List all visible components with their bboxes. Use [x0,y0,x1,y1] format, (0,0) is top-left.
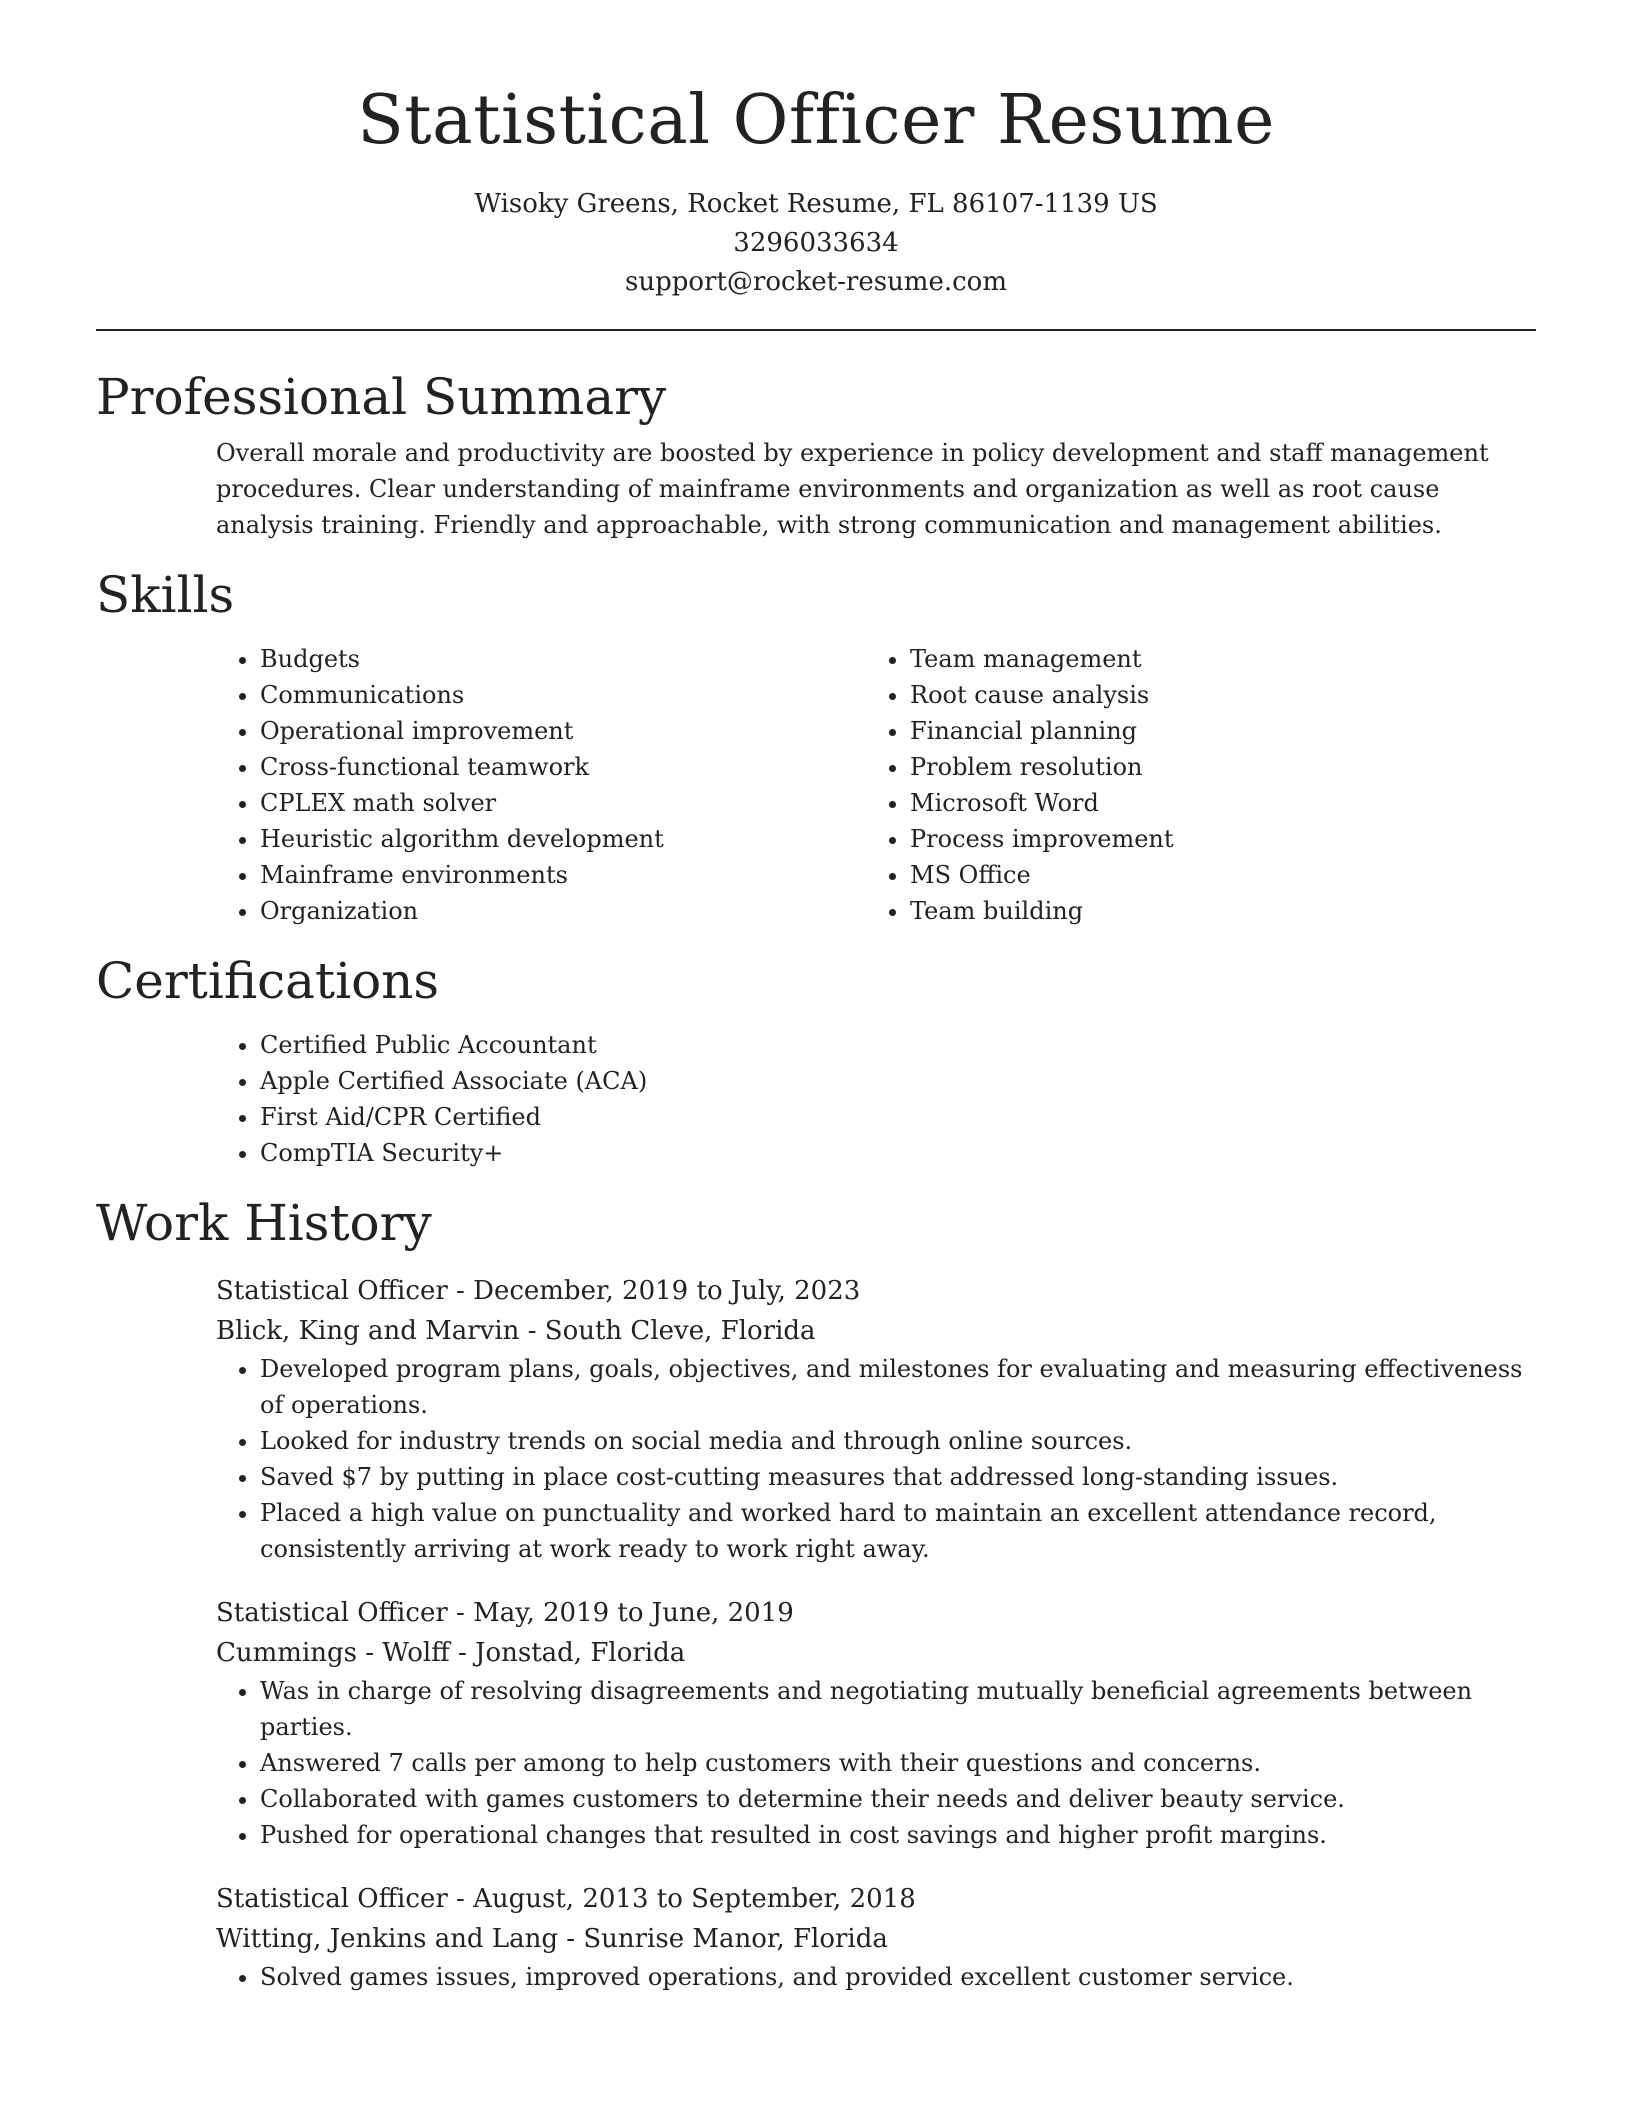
separator: - [447,1597,474,1628]
job-title: Statistical Officer [216,1275,448,1306]
resume-title: Statistical Officer Resume [357,81,1275,160]
job-dates: December, 2019 to July, 2023 [473,1275,861,1306]
job-title: Statistical Officer [216,1597,448,1628]
job-duty: • Answered 7 calls per among to help customers with their questions and concerns. [260,1745,1536,1781]
skill-item: • Mainframe environments [260,857,866,893]
work-history-section [96,1193,1536,1995]
job-company: Cummings - Wolff [216,1637,450,1668]
certifications-body [216,1027,1536,1171]
job-duties-list [216,1673,1536,1853]
skill-item: • Root cause analysis [910,677,1516,713]
skill-item: • Financial planning [910,713,1516,749]
certification-item: • Certified Public Accountant [260,1027,1536,1063]
certification-item: • Apple Certified Associate (ACA) [260,1063,1536,1099]
job-company-line [216,1919,1536,1959]
job-company: Witting, Jenkins and Lang [216,1923,558,1954]
skills-section [96,565,1536,929]
job-duty: • Saved $7 by putting in place cost-cutting measures that addressed long-standing issues. [260,1459,1536,1495]
job-dates: August, 2013 to September, 2018 [473,1883,916,1914]
job-entry [216,1879,1536,1995]
work-history-body [216,1271,1536,1995]
job-title: Statistical Officer [216,1883,448,1914]
job-duty: • Solved games issues, improved operations, and provided excellent customer service. [260,1959,1536,1995]
contact-address: Wisoky Greens, Rocket Resume, FL 86107-1139 US [474,188,1158,219]
skill-item: • Microsoft Word [910,785,1516,821]
job-duty: • Placed a high value on punctuality and worked hard to maintain an excellent attendance record, consistently arriving at work ready to work right away. [260,1495,1536,1567]
summary-text: Overall morale and productivity are boosted by experience in policy development and staff management procedures. Clear understanding of mainframe environments and organization as well as root cause analysis training. Friendly and approachable, with strong communication and management abilities. [216,438,1489,539]
job-company-line [216,1311,1536,1351]
certification-item: • First Aid/CPR Certified [260,1099,1536,1135]
skill-item: • Heuristic algorithm development [260,821,866,857]
skill-item: • MS Office [910,857,1516,893]
separator: - [519,1315,545,1346]
separator: - [447,1275,474,1306]
job-duty: • Pushed for operational changes that resulted in cost savings and higher profit margins. [260,1817,1536,1853]
skill-item: • Team building [910,893,1516,929]
skill-item: • Communications [260,677,866,713]
separator: - [447,1883,474,1914]
skills-column-right [866,641,1516,929]
skills-column-left [216,641,866,929]
skill-item: • Process improvement [910,821,1516,857]
job-duties-list [216,1959,1536,1995]
job-location: Jonstad, Florida [475,1637,686,1668]
certification-item: • CompTIA Security+ [260,1135,1536,1171]
job-duty: • Looked for industry trends on social media and through online sources. [260,1423,1536,1459]
skills-grid [216,641,1536,929]
job-duty: • Was in charge of resolving disagreements and negotiating mutually beneficial agreements between parties. [260,1673,1536,1745]
job-title-line [216,1879,1536,1919]
contact-block [0,185,1632,302]
skills-list-right [866,641,1516,929]
skill-item: • Cross-functional teamwork [260,749,866,785]
certifications-section [96,951,1536,1171]
job-location: Sunrise Manor, Florida [583,1923,888,1954]
contact-email: support@rocket-resume.com [624,266,1007,297]
skill-item: • Operational improvement [260,713,866,749]
job-company: Blick, King and Marvin [216,1315,520,1346]
skill-item: • Team management [910,641,1516,677]
certifications-heading: Certifications [96,951,440,1010]
skill-item: • Organization [260,893,866,929]
separator: - [449,1637,476,1668]
skills-list-left [216,641,866,929]
job-entry [216,1271,1536,1567]
summary-heading: Professional Summary [96,367,667,426]
skills-heading: Skills [96,565,235,624]
job-title-line [216,1593,1536,1633]
job-company-line [216,1633,1536,1673]
job-duties-list [216,1351,1536,1567]
contact-phone: 3296033634 [733,227,899,258]
job-location: South Cleve, Florida [544,1315,816,1346]
job-dates: May, 2019 to June, 2019 [473,1597,794,1628]
job-entry [216,1593,1536,1853]
summary-body [216,435,1536,543]
job-duty: • Developed program plans, goals, objectives, and milestones for evaluating and measuring effectiveness of operations. [260,1351,1536,1423]
work-history-heading: Work History [96,1193,432,1252]
skill-item: • Problem resolution [910,749,1516,785]
skill-item: • CPLEX math solver [260,785,866,821]
header-divider [96,329,1536,331]
job-duty: • Collaborated with games customers to determine their needs and deliver beauty service. [260,1781,1536,1817]
skill-item: • Budgets [260,641,866,677]
resume-header [0,0,1632,302]
summary-section [96,367,1536,543]
certifications-list [216,1027,1536,1171]
job-title-line [216,1271,1536,1311]
separator: - [558,1923,584,1954]
